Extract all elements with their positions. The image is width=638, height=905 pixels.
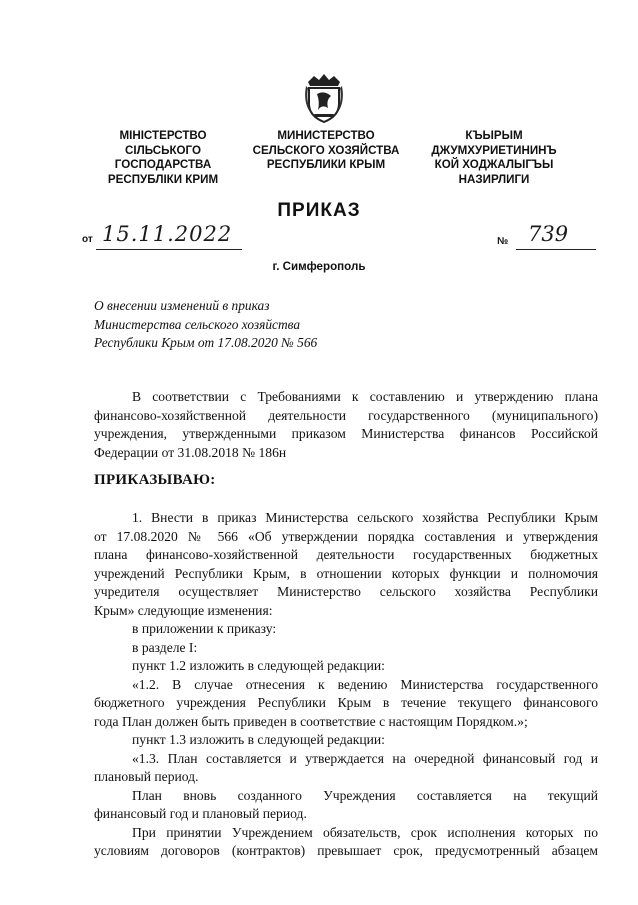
text-line: пункт 1.3 изложить в следующей редакции: bbox=[132, 732, 385, 747]
ministry-name-russian bbox=[246, 129, 406, 173]
body-text bbox=[94, 509, 598, 861]
text-line: от 17.08.2020 № 566 «Об утверждении порядка составления и утверждения bbox=[94, 528, 598, 544]
text-line: Федерации от 31.08.2018 № 186н bbox=[94, 444, 287, 460]
decree-heading: ПРИКАЗЫВАЮ: bbox=[94, 472, 216, 488]
ministry-ru-line: РЕСПУБЛИКИ КРЫМ bbox=[266, 158, 386, 171]
date-label: от bbox=[82, 234, 93, 245]
text-line: года План должен быть приведен в соответствие с настоящим Порядком.»; bbox=[94, 713, 528, 729]
text-line: финансовый год и плановый период. bbox=[94, 806, 307, 821]
text-line: пункт 1.2 изложить в следующей редакции: bbox=[132, 658, 385, 673]
coat-of-arms-emblem bbox=[302, 68, 346, 124]
text-line: учреждений Республики Крым, в отношении которых функции и полномочия bbox=[94, 565, 598, 581]
text-line: бюджетного учреждения Республики Крым в течение текущего финансового bbox=[94, 695, 598, 710]
text-line: «1.2. В случае отнесения к ведению Министерства государственного bbox=[132, 676, 598, 692]
order-subject bbox=[94, 297, 317, 353]
subject-line: Министерства сельского хозяйства bbox=[94, 316, 301, 332]
text-line: учредителя осуществляет Министерство сельского хозяйства Республики bbox=[94, 584, 598, 599]
ministry-ua-line: РЕСПУБЛІКИ КРИМ bbox=[107, 172, 219, 186]
text-line: плановый период. bbox=[94, 769, 199, 784]
ministry-crh-line: КОЙ ХОДЖАЛЫГЪЫ bbox=[434, 158, 554, 171]
handwritten-number: 739 bbox=[516, 222, 596, 250]
text-line: 1. Внести в приказ Министерства сельского хозяйства Республики Крым bbox=[132, 510, 598, 525]
ministry-name-crimean-tatar bbox=[410, 129, 578, 187]
ministry-ru-line: СЕЛЬСКОГО ХОЗЯЙСТВА bbox=[252, 143, 400, 157]
subject-line: Республики Крым от 17.08.2020 № 566 bbox=[94, 335, 318, 350]
text-line: в разделе I: bbox=[132, 639, 198, 655]
text-line: условиям договоров (контрактов) превышает срок, предусмотренный абзацем bbox=[94, 843, 598, 858]
ministry-ru-line: МИНИСТЕРСТВО bbox=[277, 129, 375, 142]
ministry-crh-line: ДЖУМХУРИЕТИНИНЪ bbox=[431, 143, 557, 157]
intro-paragraph bbox=[94, 388, 598, 462]
ministry-ua-line: МІНІСТЕРСТВО bbox=[119, 129, 207, 142]
text-line: Крым» следующие изменения: bbox=[94, 602, 273, 618]
ministry-crh-line: НАЗИРЛИГИ bbox=[458, 172, 530, 186]
ministry-ua-line: ГОСПОДАРСТВА bbox=[114, 158, 212, 171]
text-line: учреждения, утвержденными приказом Министерства финансов Российской bbox=[94, 426, 598, 441]
handwritten-date: 15.11.2022 bbox=[96, 222, 242, 250]
ministry-ua-line: СІЛЬСЬКОГО bbox=[124, 143, 201, 157]
text-line: План вновь созданного Учреждения составляется на текущий bbox=[132, 787, 598, 803]
text-line: плана финансово-хозяйственной деятельности государственных бюджетных bbox=[94, 547, 598, 562]
city-line: г. Симферополь bbox=[272, 260, 366, 273]
text-line: В соответствии с Требованиями к составлению и утверждению плана bbox=[132, 389, 598, 404]
text-line: в приложении к приказу: bbox=[132, 621, 277, 636]
ministry-name-ukrainian bbox=[88, 129, 238, 187]
ministry-crh-line: КЪЫРЫМ bbox=[465, 129, 523, 142]
text-line: «1.3. План составляется и утверждается на очередной финансовый год и bbox=[132, 750, 598, 766]
text-line: При принятии Учреждением обязательств, срок исполнения которых по bbox=[132, 824, 598, 840]
number-label: № bbox=[497, 236, 509, 247]
text-line: финансово-хозяйственной деятельности государственного (муниципального) bbox=[94, 407, 598, 423]
document-title: ПРИКАЗ bbox=[277, 200, 361, 221]
subject-line: О внесении изменений в приказ bbox=[94, 298, 270, 313]
